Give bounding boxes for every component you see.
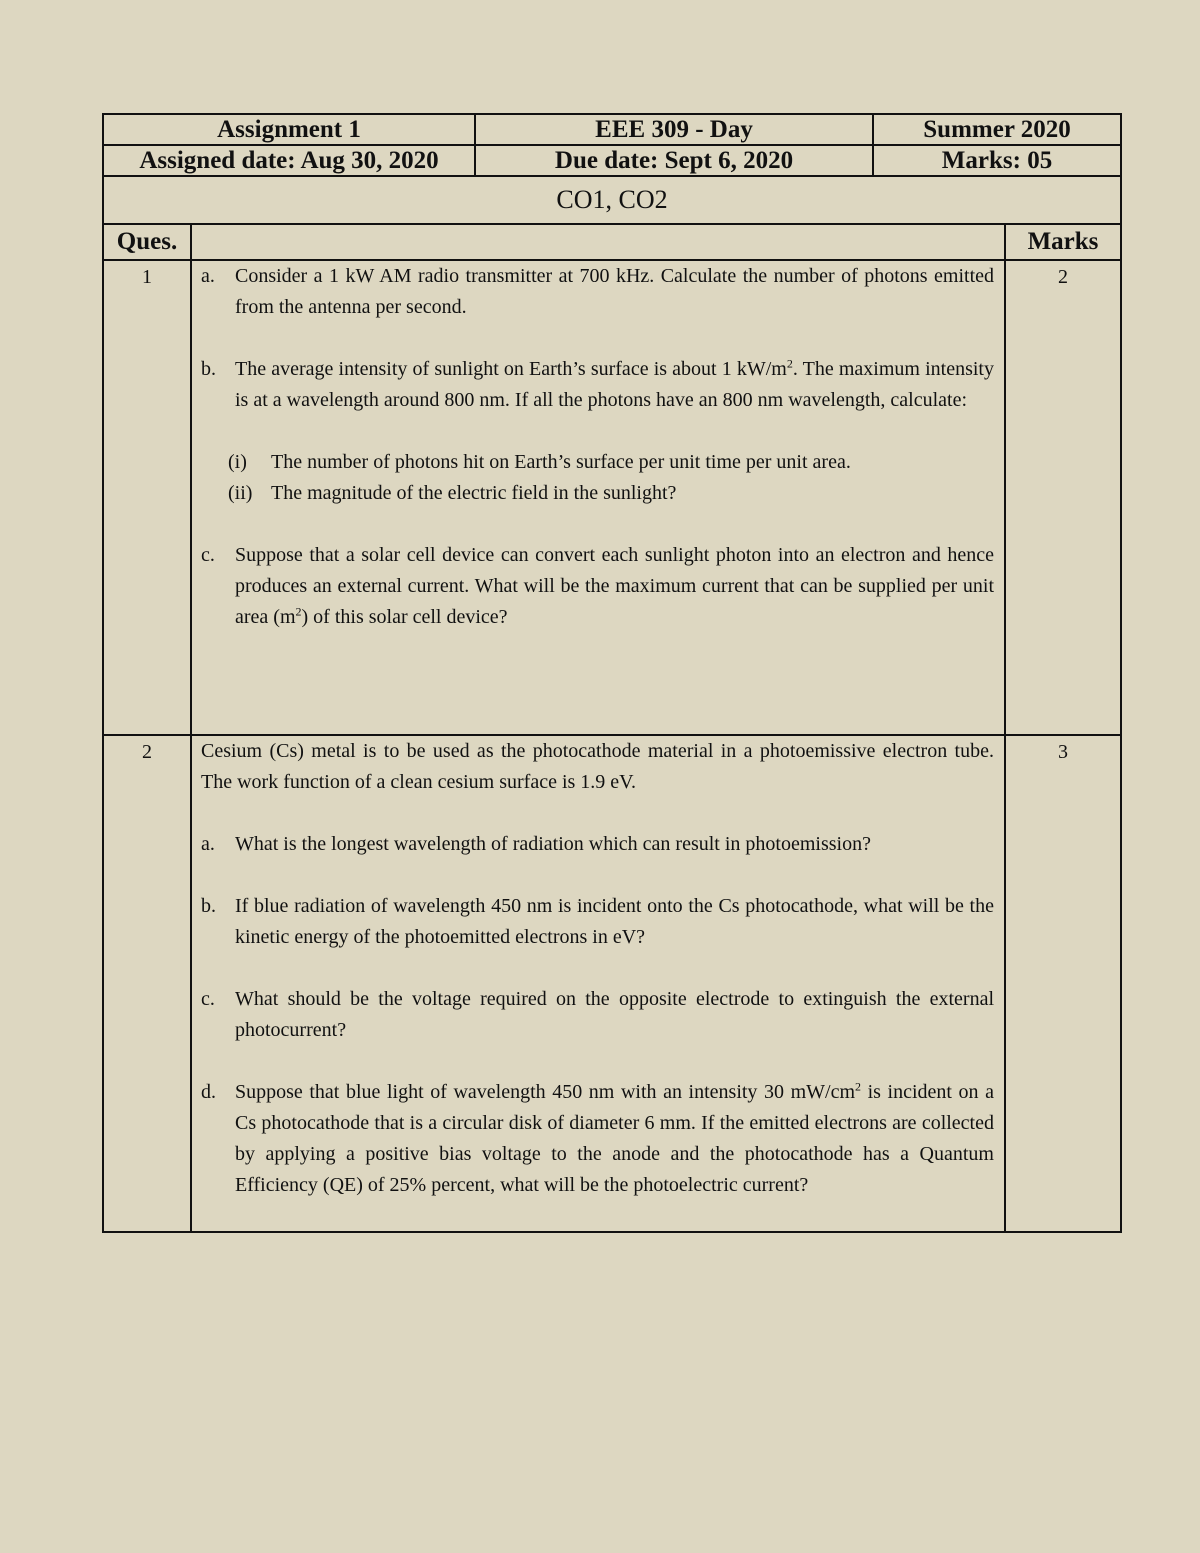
assigned-date: Assigned date: Aug 30, 2020 [103,145,475,176]
part-b [201,891,994,953]
part-text: What should be the voltage required on the opposite electrode to extinguish the external photocurrent? [235,988,994,1041]
part-d [201,1077,994,1201]
part-label: a. [201,265,215,287]
question-row-1 [103,260,1121,735]
part-label: d. [201,1081,216,1103]
part-label: b. [201,895,216,917]
total-marks: Marks: 05 [873,145,1121,176]
part-a [201,829,994,860]
marks-column-header: Marks [1005,224,1121,260]
subpart-i [228,447,994,478]
part-text: What is the longest wavelength of radiation which can result in photoemission? [235,833,871,855]
question-intro: Cesium (Cs) metal is to be used as the photocathode material in a photoemissive electron tube. The work function of a clean cesium surface is 1.9 eV. [201,740,994,793]
question-marks: 2 [1005,260,1121,735]
term: Summer 2020 [873,114,1121,145]
subpart-label: (i) [228,451,247,473]
course-code: EEE 309 - Day [475,114,873,145]
question-body [191,735,1005,1232]
question-marks: 3 [1005,735,1121,1232]
superscript: 2 [295,604,302,619]
part-label: b. [201,358,216,380]
part-text: The average intensity of sunlight on Earth’s surface is about 1 $kW/m^2$. The maximum intensity is at a wavelength around 800 nm. If all the photons have an 800 nm wavelength, calculate: [235,356,994,411]
part-text: If blue radiation of wavelength 450 nm is incident onto the Cs photocathode, what will be the kinetic energy of the photoemitted electrons in eV? [235,895,994,948]
subpart-ii [228,478,994,509]
part-label: c. [201,988,215,1010]
part-c [201,540,994,633]
assignment-title: Assignment 1 [103,114,475,145]
question-row-2 [103,735,1121,1232]
part-label: c. [201,544,215,566]
part-a [201,261,994,323]
superscript: 2 [855,1079,862,1094]
header-table [102,113,1122,225]
subpart-text: The number of photons hit on Earth’s surface per unit time per unit area. [271,451,851,473]
due-date: Due date: Sept 6, 2020 [475,145,873,176]
subpart-label: (ii) [228,482,253,504]
subpart-text: The magnitude of the electric field in the sunlight? [271,482,677,504]
superscript: 2 [786,356,793,371]
assignment-sheet [102,113,1120,1233]
part-label: a. [201,833,215,855]
part-text: Suppose that a solar cell device can convert each sunlight photon into an electron and hence produces an external current. What will be the maximum current that can be supplied per unit area $(m^2)$ of this solar cell device? [235,544,994,628]
part-c [201,984,994,1046]
part-text: Consider a 1 kW AM radio transmitter at 700 kHz. Calculate the number of photons emitted from the antenna per second. [235,265,994,318]
part-text: Suppose that blue light of wavelength 450 nm with an intensity 30 $mW/cm^2$ is incident on a Cs photocathode that is a circular disk of diameter 6 mm. If the emitted electrons are collected by applying a positive bias voltage to the anode and the photocathode has a Quantum Efficiency (QE) of 25% percent, what will be the photoelectric current? [235,1079,995,1196]
question-number: 2 [103,735,191,1232]
question-body [191,260,1005,735]
course-outcomes: CO1, CO2 [103,176,1121,224]
ques-column-header: Ques. [103,224,191,260]
part-b [201,354,994,416]
questions-table [102,223,1122,1233]
question-number: 1 [103,260,191,735]
question-column-header [191,224,1005,260]
